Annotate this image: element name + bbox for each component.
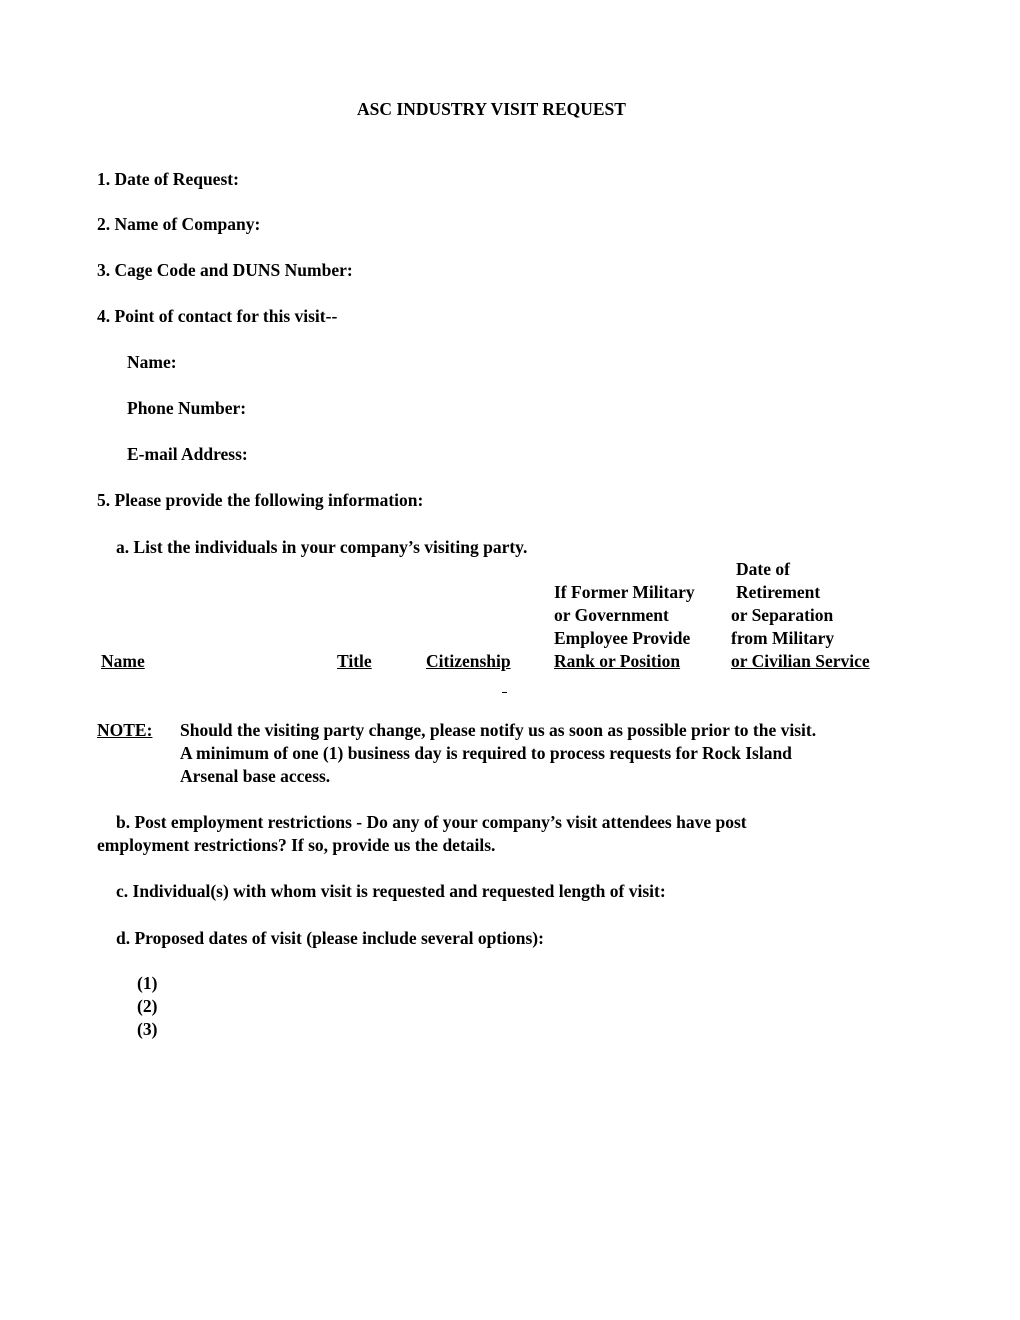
section-d-text: d. Proposed dates of visit (please include several options): [116, 928, 544, 948]
document-title: ASC INDUSTRY VISIT REQUEST [357, 99, 626, 119]
section-b-line: b. Post employment restrictions - Do any of your company’s visit attendees have post [116, 812, 747, 832]
col-header-citizenship: Citizenship [426, 651, 511, 671]
table-dash-mark [502, 692, 507, 693]
contact-phone-label: Phone Number: [127, 398, 247, 418]
col-header-rank [554, 581, 695, 673]
contact-name-label: Name: [127, 352, 177, 372]
col-header-rank-line: Rank or Position [554, 651, 681, 671]
point-of-contact-label: 4. Point of contact for this visit-- [97, 306, 338, 326]
col-header-rank-line: Employee Provide [554, 628, 691, 648]
section-c-text: c. Individual(s) with whom visit is requested and requested length of visit: [116, 881, 666, 901]
provide-info-label: 5. Please provide the following information: [97, 490, 424, 510]
col-header-name: Name [101, 651, 145, 671]
company-name-label: 2. Name of Company: [97, 214, 261, 234]
col-header-date-line: Retirement [736, 582, 821, 602]
col-header-date-line: Date of [736, 559, 790, 579]
note-line: Should the visiting party change, please notify us as soon as possible prior to the visit. [180, 720, 817, 740]
note-line: A minimum of one (1) business day is required to process requests for Rock Island [180, 743, 792, 763]
section-a-text: a. List the individuals in your company’s visiting party. [116, 537, 528, 557]
col-header-date-line: or Separation [731, 605, 834, 625]
date-option: (3) [137, 1019, 158, 1039]
note-line: Arsenal base access. [180, 766, 331, 786]
col-header-rank-line: or Government [554, 605, 669, 625]
col-header-title: Title [337, 651, 372, 671]
date-of-request-label: 1. Date of Request: [97, 169, 239, 189]
col-header-rank-line: If Former Military [554, 582, 695, 602]
col-header-date-line: from Military [731, 628, 835, 648]
contact-email-label: E-mail Address: [127, 444, 248, 464]
note-label: NOTE: [97, 720, 153, 740]
col-header-date-line: or Civilian Service [731, 651, 870, 671]
date-option: (1) [137, 973, 158, 993]
section-b-line: employment restrictions? If so, provide us the details. [97, 835, 496, 855]
cage-code-label: 3. Cage Code and DUNS Number: [97, 260, 353, 280]
date-option: (2) [137, 996, 158, 1016]
